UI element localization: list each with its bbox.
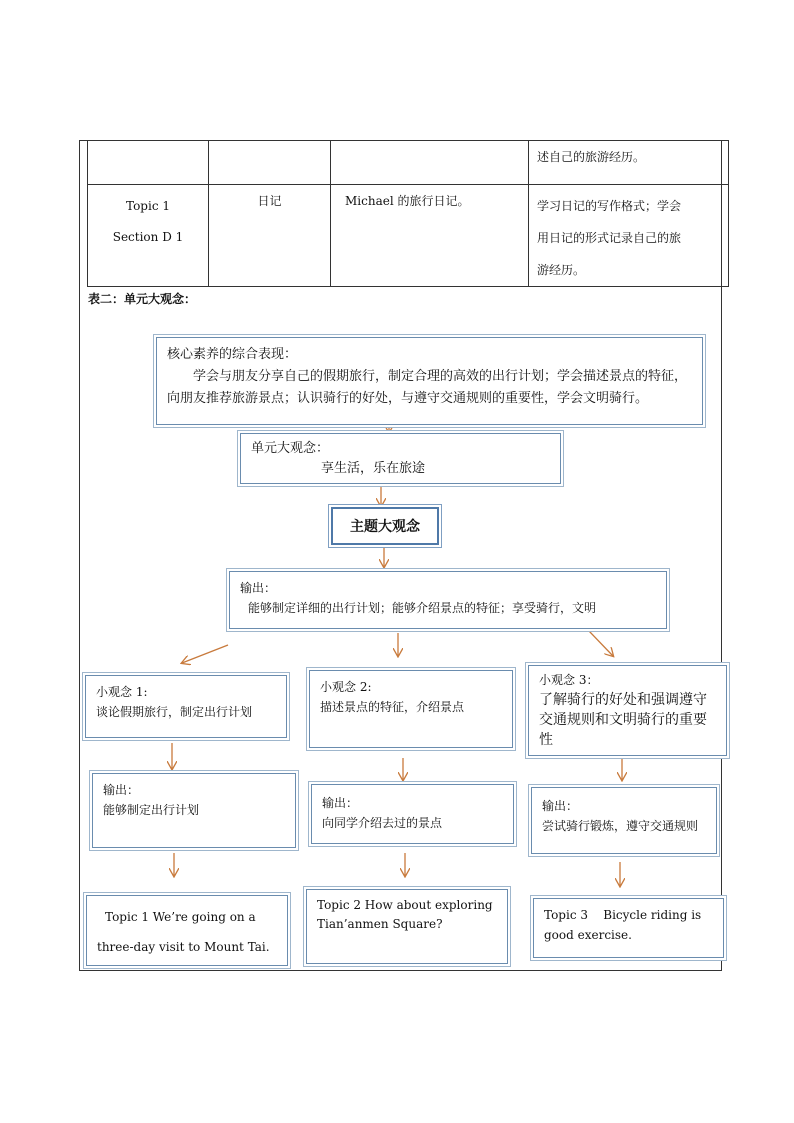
text-type: 日记	[257, 194, 282, 208]
sub-concept-2-heading: 小观念 2:	[320, 680, 372, 694]
sub-concept-2-box	[309, 670, 513, 748]
output-3-heading: 输出：	[542, 799, 579, 813]
main-output-text: 能够制定详细的出行计划；能够介绍景点的特征；享受骑行，文明	[248, 601, 597, 615]
arrow	[182, 645, 228, 663]
goal-line: 游经历。	[537, 263, 586, 277]
theme-title: 主题大观念	[350, 519, 420, 535]
sub-concept-1-heading: 小观念 1:	[96, 685, 148, 699]
output-1-heading: 输出：	[103, 783, 140, 797]
arrow	[589, 631, 613, 656]
theme-title-box	[331, 507, 439, 545]
goal-line: 用日记的形式记录自己的旅	[537, 231, 682, 245]
output-3-text: 尝试骑行锻炼，遵守交通规则	[542, 819, 699, 833]
output-1-text: 能够制定出行计划	[103, 803, 200, 817]
unit-concept-heading: 单元大观念：	[251, 441, 330, 456]
sub-concept-3-text: 了解骑行的好处和强调遵守交通规则和文明骑行的重要性	[539, 692, 707, 748]
output-2-text: 向同学介绍去过的景点	[322, 816, 443, 830]
main-output-heading: 输出：	[240, 581, 277, 595]
output-2-box	[311, 784, 514, 844]
topic-1-box	[86, 895, 288, 966]
topic-2-box	[306, 889, 508, 964]
topic-label: Topic 1	[126, 199, 170, 213]
sub-concept-3-heading: 小观念 3：	[539, 673, 599, 687]
output-2-heading: 输出：	[322, 796, 359, 810]
unit-concept-box	[240, 433, 561, 484]
core-competence-box	[156, 337, 703, 425]
topic-2-text: Topic 2 How about exploring Tian’anmen Square?	[317, 898, 493, 931]
sub-concept-2-text: 描述景点的特征，介绍景点	[320, 700, 465, 714]
goal-line: 学习日记的写作格式；学会	[537, 199, 682, 213]
text-title: Michael 的旅行日记。	[345, 194, 470, 208]
topic-3-text: Topic 3 Bicycle riding is good exercise.	[544, 908, 706, 942]
output-1-box	[92, 773, 296, 848]
topic-3-box	[533, 898, 724, 958]
section-title: 表二：单元大观念：	[88, 292, 197, 306]
table-cell-text: 述自己的旅游经历。	[537, 150, 646, 164]
core-text: 学会与朋友分享自己的假期旅行，制定合理的高效的出行计划；学会描述景点的特征，向朋友推荐旅游景点；认识骑行的好处，与遵守交通规则的重要性，学会文明骑行。	[167, 369, 688, 406]
output-3-box	[531, 787, 717, 854]
main-output-box	[229, 571, 667, 629]
sub-concept-1-box	[85, 675, 287, 738]
topic-1-line: Topic 1 We’re going on a	[105, 910, 256, 924]
sub-concept-1-text: 谈论假期旅行，制定出行计划	[96, 705, 253, 719]
topic-1-line: three-day visit to Mount Tai.	[97, 940, 270, 954]
section-label: Section D 1	[112, 230, 184, 244]
unit-concept-text: 享生活，乐在旅途	[321, 461, 426, 476]
core-heading: 核心素养的综合表现：	[167, 347, 298, 362]
sub-concept-3-box	[528, 665, 727, 756]
